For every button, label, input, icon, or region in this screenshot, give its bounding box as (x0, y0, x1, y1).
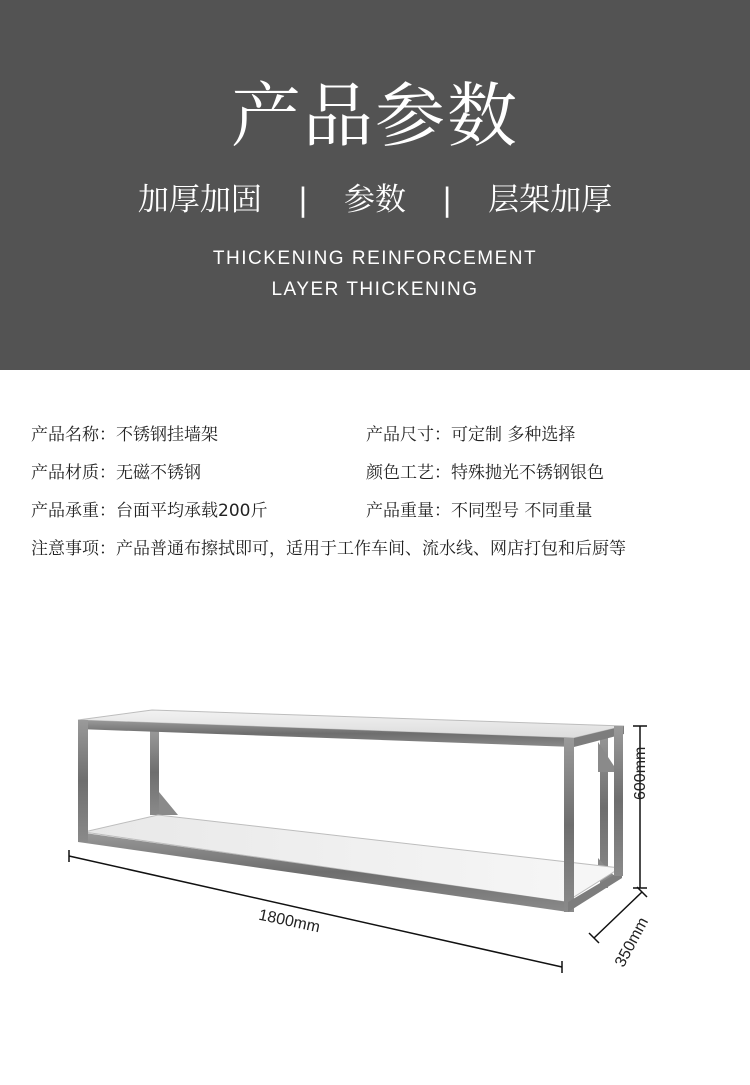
product-drawing (0, 680, 750, 980)
param-row (0, 420, 750, 450)
subtitle-item-layer: 层架加厚 (488, 182, 613, 218)
english-line-1: THICKENING REINFORCEMENT (212, 248, 538, 269)
param-row (0, 496, 750, 526)
header-banner (0, 0, 750, 370)
bottom-shelf (84, 815, 620, 902)
param-note: 注意事项：产品普通布擦拭即可，适用于工作车间、流水线、网店打包和后厨等 (31, 539, 626, 559)
param-name: 产品名称：不锈钢挂墙架 (31, 425, 218, 445)
english-line-2: LAYER THICKENING (271, 279, 479, 300)
dimension-depth: 350mm (612, 914, 653, 970)
param-material: 产品材质：无磁不锈钢 (31, 463, 201, 483)
param-load: 产品承重：台面平均承载200斤 (31, 501, 268, 521)
param-row (0, 458, 750, 488)
page-title: 产品参数 (231, 75, 519, 157)
subtitle-separator: | (441, 182, 453, 218)
banner-subtitle (0, 178, 750, 222)
param-row-note (0, 534, 750, 564)
param-color: 颜色工艺：特殊抛光不锈钢银色 (366, 463, 604, 483)
subtitle-item-thickening: 加厚加固 (137, 182, 262, 218)
subtitle-item-params: 参数 (344, 182, 406, 218)
dimension-height: 600mm (632, 746, 649, 800)
dimension-width: 1800mm (257, 906, 322, 937)
param-size: 产品尺寸：可定制 多种选择 (366, 425, 576, 445)
subtitle-separator: | (297, 182, 309, 218)
param-weight: 产品重量：不同型号 不同重量 (366, 501, 593, 521)
